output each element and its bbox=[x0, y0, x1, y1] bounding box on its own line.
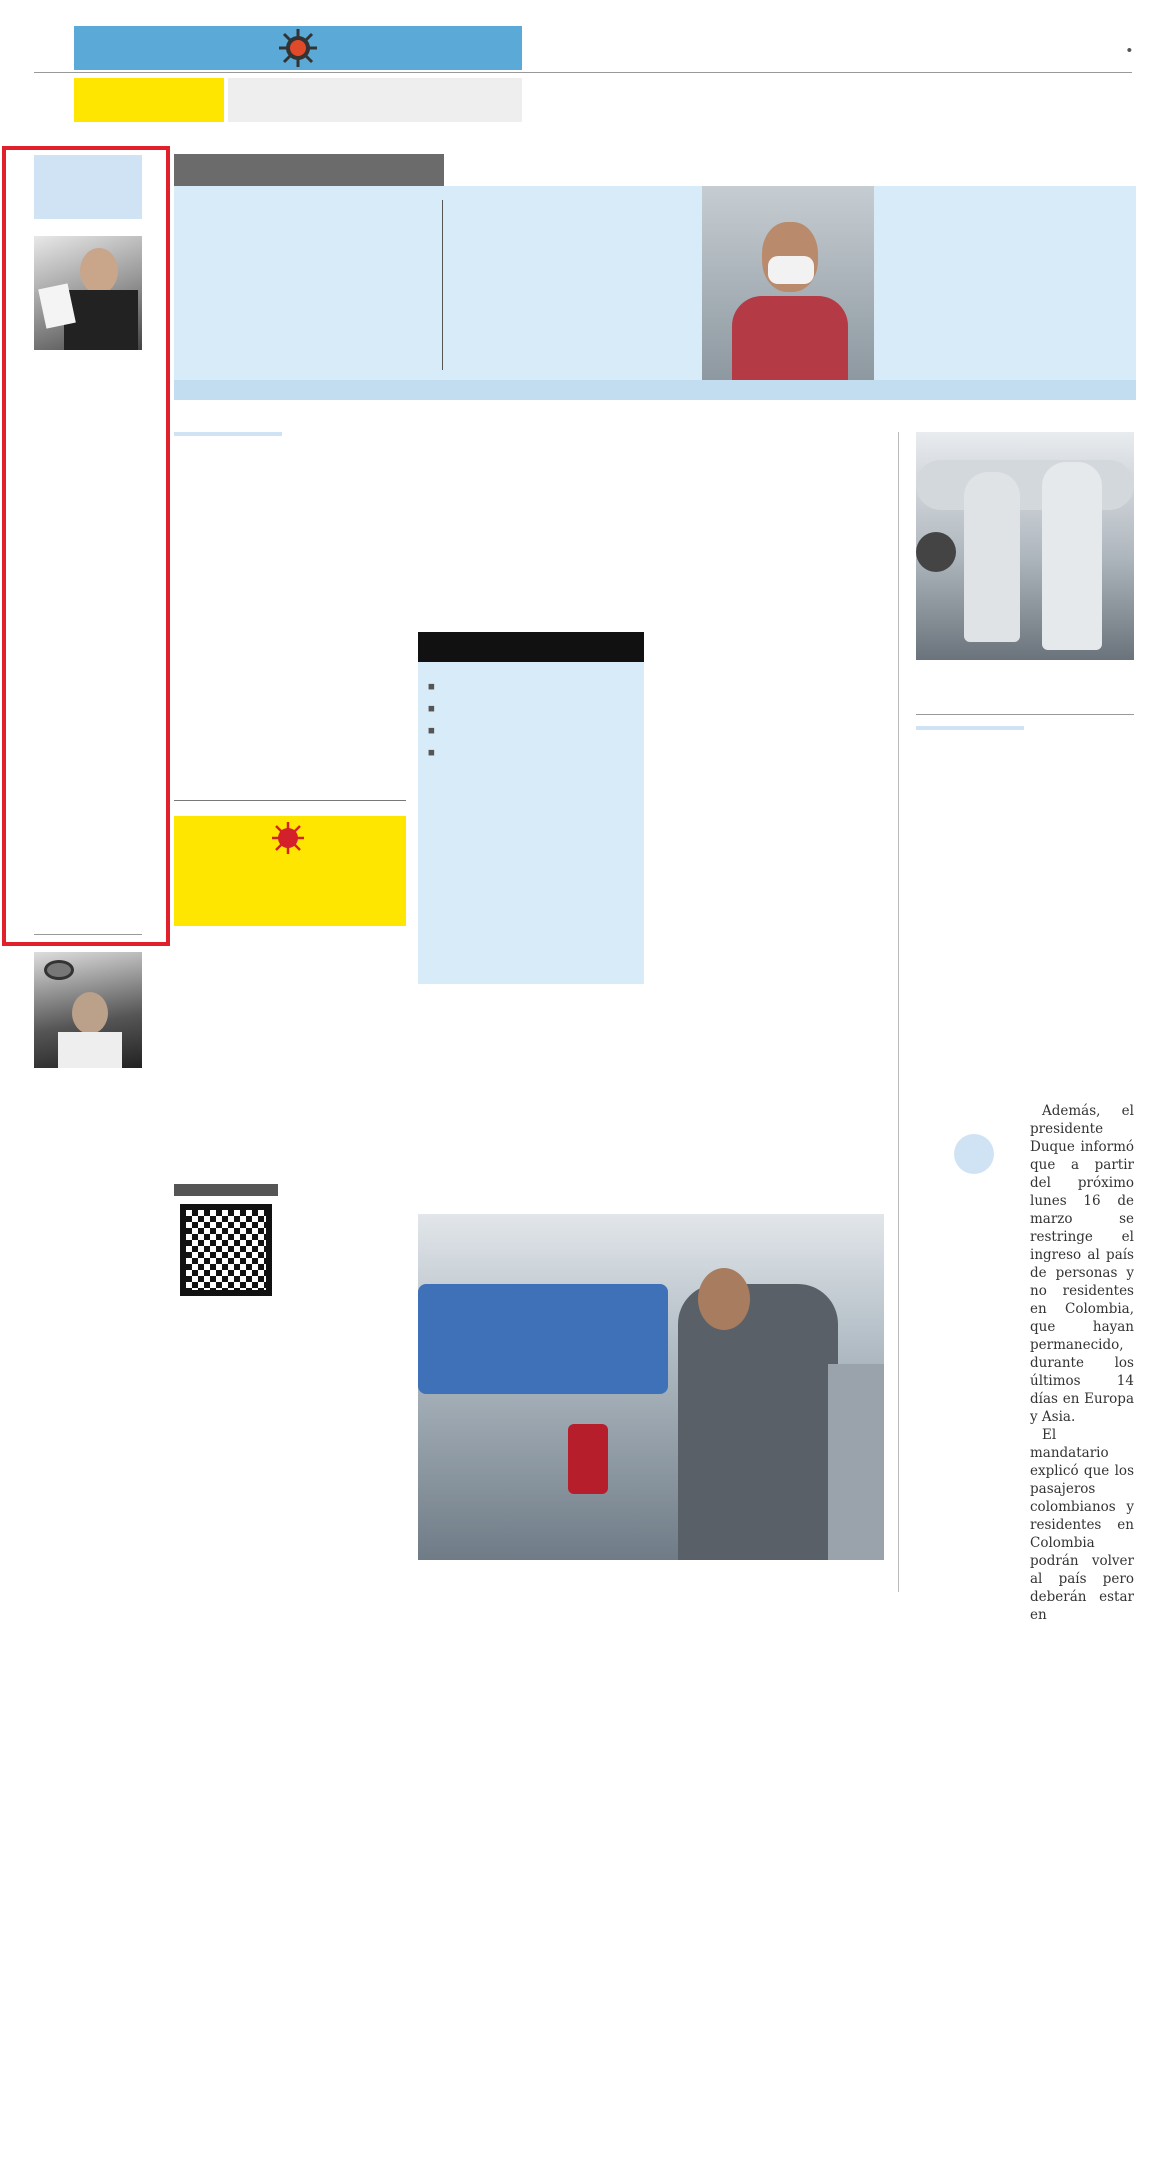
hotline-numbers bbox=[228, 78, 522, 122]
tips-divider bbox=[442, 200, 443, 370]
right-kicker bbox=[916, 726, 1024, 730]
quote-mark-icon bbox=[954, 1134, 994, 1174]
masked-man-photo bbox=[702, 186, 874, 380]
qr-rule bbox=[174, 1184, 278, 1196]
mio-station-photo bbox=[418, 1214, 884, 1560]
deck-rule bbox=[174, 800, 406, 801]
right-narrow-text: Además, el presidente Duque informó que a partir del próximo lunes 16 de marzo se restringe el ingreso al país de personas y no residentes en Colombia, que hayan permanecido, durante los últimos 14 días en Europa y Asia. El mandatario explicó que los pasajeros colombianos y residentes en Colombia podrán volver al país pero deberán estar en bbox=[1030, 1103, 1134, 1623]
cacerolazo-photo bbox=[34, 952, 142, 1068]
hotline-label bbox=[74, 78, 224, 122]
header-rule bbox=[34, 72, 1132, 73]
covid-banner bbox=[74, 26, 522, 70]
tip-school bbox=[192, 200, 432, 212]
main-col1-text bbox=[174, 972, 406, 1098]
minister-photo bbox=[34, 236, 142, 350]
enfasis-rule bbox=[34, 934, 142, 935]
hazmat-photo bbox=[916, 432, 1134, 660]
right-rule bbox=[916, 714, 1134, 715]
tip-kids bbox=[454, 200, 694, 212]
virus-logo-icon bbox=[270, 820, 306, 856]
right-column-rule bbox=[898, 432, 899, 1592]
tips-panel bbox=[174, 186, 1136, 400]
main-kicker bbox=[174, 432, 282, 436]
emergency-logo bbox=[174, 816, 406, 926]
enfasis-label bbox=[34, 155, 142, 219]
tips-bottom-bar bbox=[174, 380, 1136, 400]
masthead-location: • bbox=[1126, 42, 1132, 59]
qr-code[interactable] bbox=[180, 1204, 272, 1296]
main-col3-text bbox=[658, 632, 884, 646]
tip-family bbox=[884, 200, 1120, 212]
medidas-box: ■ ■ ■ ■ bbox=[418, 662, 644, 984]
tips-label bbox=[174, 154, 444, 186]
virus-icon bbox=[277, 27, 319, 69]
medidas-top-bar bbox=[418, 632, 644, 662]
